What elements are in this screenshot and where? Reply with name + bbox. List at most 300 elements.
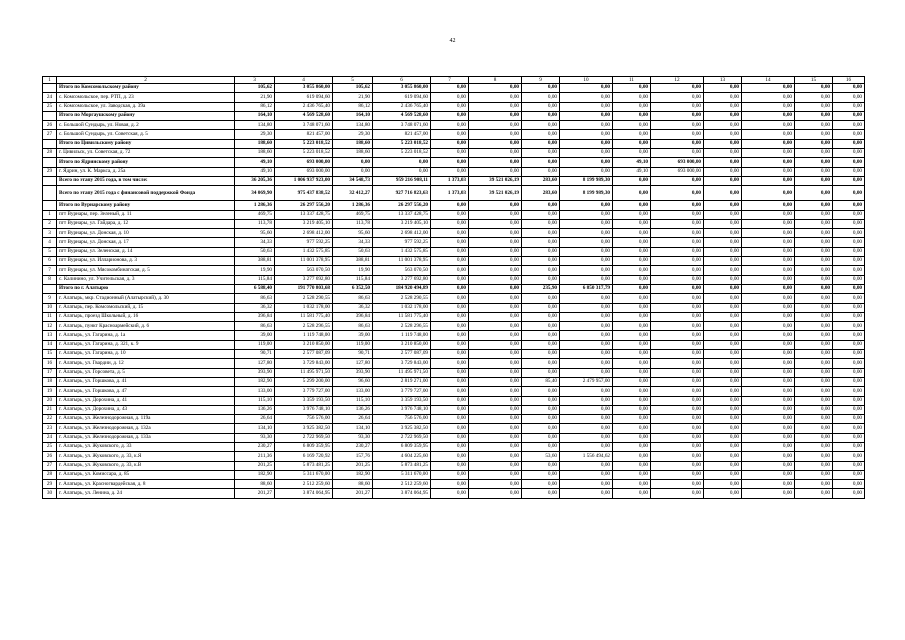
value-cell: 0,00 (704, 322, 742, 331)
row-number-cell: 30 (43, 489, 57, 498)
value-cell: 0,00 (431, 139, 469, 148)
value-cell: 0,00 (469, 377, 522, 386)
value-cell: 39,00 (235, 331, 275, 340)
value-cell: 0,00 (833, 396, 865, 405)
value-cell: 0,00 (742, 461, 795, 470)
value-cell: 0,00 (795, 130, 833, 139)
column-number: 4 (275, 77, 333, 84)
address-cell: г. Алатырь, мкр. Стадионный (Алатырский), д. 30 (57, 294, 235, 303)
column-number: 3 (235, 77, 275, 84)
value-cell: 0,00 (833, 111, 865, 120)
value-cell: 0,00 (469, 247, 522, 256)
value-cell: 0,00 (613, 176, 651, 185)
value-cell: 0,00 (833, 284, 865, 293)
value-cell: 0,00 (522, 350, 560, 359)
value-cell: 0,00 (833, 176, 865, 185)
value-cell: 34 069,90 (235, 186, 275, 201)
address-cell: г. Алатырь, ул. Гагарина, д. 1а (57, 331, 235, 340)
value-cell: 3 729 843,00 (275, 359, 333, 368)
total-row (43, 201, 865, 210)
value-cell: 0,00 (833, 266, 865, 275)
value-cell: 0,00 (742, 303, 795, 312)
value-cell: 0,00 (795, 442, 833, 451)
value-cell: 182,90 (333, 470, 373, 479)
value-cell: 283,60 (522, 186, 560, 201)
value-cell: 0,00 (613, 387, 651, 396)
value-cell: 0,00 (431, 201, 469, 210)
row-number-cell (43, 176, 57, 185)
value-cell: 0,00 (704, 470, 742, 479)
value-cell: 127,80 (235, 359, 275, 368)
row-number-cell: 25 (43, 102, 57, 111)
value-cell: 0,00 (651, 238, 704, 247)
row-number-cell: 19 (43, 387, 57, 396)
value-cell: 0,00 (742, 186, 795, 201)
address-cell: пгт Вурнары, ул. Зеленская, д. 14 (57, 247, 235, 256)
address-cell: Итого по Цивильскому району (57, 139, 235, 148)
value-cell: 188,60 (333, 149, 373, 158)
value-cell: 3 779 727,00 (275, 387, 333, 396)
value-cell: 133,00 (235, 387, 275, 396)
value-cell: 2 436 765,40 (275, 102, 333, 111)
value-cell: 0,00 (795, 322, 833, 331)
value-cell: 0,00 (795, 452, 833, 461)
value-cell: 5 311 670,00 (373, 470, 431, 479)
value-cell: 0,00 (742, 102, 795, 111)
value-cell: 5 311 670,00 (275, 470, 333, 479)
value-cell: 29,30 (333, 130, 373, 139)
value-cell: 0,00 (560, 424, 613, 433)
value-cell: 0,00 (431, 257, 469, 266)
value-cell: 0,00 (613, 201, 651, 210)
value-cell: 26,64 (235, 415, 275, 424)
value-cell: 127,80 (333, 359, 373, 368)
value-cell: 0,00 (704, 247, 742, 256)
value-cell: 0,00 (704, 387, 742, 396)
value-cell: 0,00 (469, 461, 522, 470)
row-number-cell (43, 111, 57, 120)
address-cell: пгт Вурнары, ул. Гайдара, д. 12 (57, 219, 235, 228)
row-number-cell: 11 (43, 312, 57, 321)
value-cell: 136,26 (333, 405, 373, 414)
row-number-cell: 28 (43, 470, 57, 479)
value-cell: 0,00 (431, 359, 469, 368)
value-cell: 11 001 378,95 (275, 257, 333, 266)
value-cell: 0,00 (704, 130, 742, 139)
value-cell: 0,00 (651, 266, 704, 275)
value-cell: 0,00 (522, 266, 560, 275)
value-cell: 0,00 (613, 433, 651, 442)
value-cell: 93,30 (333, 433, 373, 442)
value-cell: 113,78 (333, 219, 373, 228)
value-cell: 3 748 071,60 (373, 121, 431, 130)
value-cell: 5 299 200,00 (275, 377, 333, 386)
address-cell: г. Алатырь, пункт Красноармейский, д. 6 (57, 322, 235, 331)
total-row (43, 186, 865, 201)
value-cell: 0,00 (469, 257, 522, 266)
value-cell: 88,60 (235, 480, 275, 489)
value-cell: 134,80 (333, 121, 373, 130)
address-cell: г. Цивильск, ул. Советская, д. 72 (57, 149, 235, 158)
table-row (43, 396, 865, 405)
page-number: 42 (449, 38, 456, 44)
value-cell: 0,00 (560, 303, 613, 312)
value-cell: 0,00 (704, 167, 742, 176)
address-cell: пгт Вурнары, ул. Донская, д. 10 (57, 229, 235, 238)
table-row (43, 331, 865, 340)
value-cell: 0,00 (469, 340, 522, 349)
value-cell: 188,60 (235, 139, 275, 148)
value-cell: 977 592,25 (373, 238, 431, 247)
value-cell: 0,00 (560, 340, 613, 349)
table-row (43, 121, 865, 130)
value-cell: 4 569 528,60 (373, 111, 431, 120)
value-cell: 86,12 (333, 102, 373, 111)
value-cell: 0,00 (560, 368, 613, 377)
value-cell: 21,90 (235, 93, 275, 102)
value-cell: 0,00 (560, 322, 613, 331)
value-cell: 230,27 (235, 442, 275, 451)
value-cell: 0,00 (469, 229, 522, 238)
value-cell: 0,00 (560, 238, 613, 247)
value-cell: 0,00 (651, 284, 704, 293)
value-cell: 0,00 (522, 257, 560, 266)
table-row (43, 415, 865, 424)
address-cell: Всего по этапу 2015 года, в том числе: (57, 176, 235, 185)
value-cell: 0,00 (795, 396, 833, 405)
value-cell: 0,00 (560, 210, 613, 219)
value-cell: 396,84 (333, 312, 373, 321)
value-cell: 0,00 (795, 405, 833, 414)
value-cell: 86,63 (333, 322, 373, 331)
value-cell: 0,00 (431, 229, 469, 238)
value-cell: 821 457,00 (275, 130, 333, 139)
value-cell: 0,00 (833, 167, 865, 176)
value-cell: 3 729 843,00 (373, 359, 431, 368)
value-cell: 50,63 (333, 247, 373, 256)
value-cell: 693 000,00 (275, 158, 333, 167)
address-cell: г. Алатырь, ул. Жуковского, д. 33, к.Я (57, 452, 235, 461)
value-cell: 0,00 (651, 442, 704, 451)
value-cell: 0,00 (833, 405, 865, 414)
value-cell: 0,00 (795, 229, 833, 238)
value-cell: 0,00 (613, 130, 651, 139)
value-cell: 4 604 225,60 (373, 452, 431, 461)
value-cell: 0,00 (704, 201, 742, 210)
value-cell: 0,00 (833, 238, 865, 247)
value-cell: 1 119 748,00 (275, 331, 333, 340)
value-cell: 0,00 (431, 331, 469, 340)
value-cell: 36 205,36 (235, 176, 275, 185)
value-cell: 0,00 (833, 312, 865, 321)
value-cell: 0,00 (560, 433, 613, 442)
value-cell: 0,00 (651, 303, 704, 312)
table-row (43, 257, 865, 266)
value-cell: 0,00 (469, 158, 522, 167)
value-cell: 0,00 (522, 461, 560, 470)
row-number-cell (43, 139, 57, 148)
value-cell: 0,00 (742, 176, 795, 185)
column-number: 13 (704, 77, 742, 84)
value-cell: 36,32 (333, 303, 373, 312)
value-cell: 563 070,50 (373, 266, 431, 275)
value-cell: 0,00 (431, 93, 469, 102)
value-cell: 11 581 775,40 (373, 312, 431, 321)
value-cell: 0,00 (651, 470, 704, 479)
value-cell: 0,00 (833, 210, 865, 219)
address-cell: с. Комсомольское, ул. Заводская, д. 39а (57, 102, 235, 111)
value-cell: 0,00 (795, 139, 833, 148)
value-cell: 211,36 (235, 452, 275, 461)
value-cell: 0,00 (795, 158, 833, 167)
value-cell: 0,00 (333, 158, 373, 167)
value-cell: 0,00 (742, 229, 795, 238)
value-cell: 0,00 (431, 84, 469, 93)
value-cell: 0,00 (833, 229, 865, 238)
value-cell: 3 359 193,50 (373, 396, 431, 405)
address-cell: пгт Вурнары, ул. Илларионова, д. 3 (57, 257, 235, 266)
value-cell: 0,00 (560, 167, 613, 176)
table-row (43, 350, 865, 359)
value-cell: 2 698 412,00 (373, 229, 431, 238)
value-cell: 0,00 (742, 442, 795, 451)
value-cell: 0,00 (742, 377, 795, 386)
address-cell: г. Алатырь, ул. Красногвардейская, д. 8 (57, 480, 235, 489)
value-cell: 0,00 (742, 424, 795, 433)
value-cell: 0,00 (613, 415, 651, 424)
value-cell: 388,81 (333, 257, 373, 266)
value-cell: 0,00 (431, 368, 469, 377)
value-cell: 0,00 (704, 93, 742, 102)
value-cell: 0,00 (560, 489, 613, 498)
row-number-cell: 16 (43, 359, 57, 368)
value-cell: 113,78 (235, 219, 275, 228)
value-cell: 0,00 (651, 111, 704, 120)
value-cell: 0,00 (704, 275, 742, 284)
table-row (43, 452, 865, 461)
value-cell: 0,00 (742, 452, 795, 461)
value-cell: 2 528 290,55 (373, 294, 431, 303)
value-cell: 0,00 (704, 84, 742, 93)
value-cell: 0,00 (651, 322, 704, 331)
address-cell: г. Алатырь, ул. Ленина, д. 24 (57, 489, 235, 498)
value-cell: 0,00 (522, 210, 560, 219)
value-cell: 0,00 (522, 340, 560, 349)
row-number-cell: 4 (43, 238, 57, 247)
value-cell: 201,27 (235, 489, 275, 498)
value-cell: 0,00 (522, 480, 560, 489)
value-cell: 0,00 (833, 121, 865, 130)
value-cell: 0,00 (704, 121, 742, 130)
value-cell: 0,00 (560, 415, 613, 424)
value-cell: 0,00 (742, 480, 795, 489)
value-cell: 0,00 (742, 238, 795, 247)
value-cell: 49,10 (613, 158, 651, 167)
value-cell: 0,00 (795, 312, 833, 321)
value-cell: 19,90 (333, 266, 373, 275)
value-cell: 0,00 (651, 294, 704, 303)
value-cell: 0,00 (522, 121, 560, 130)
value-cell: 0,00 (469, 84, 522, 93)
value-cell: 0,00 (522, 149, 560, 158)
column-number: 2 (57, 77, 235, 84)
value-cell: 0,00 (469, 238, 522, 247)
value-cell: 0,00 (613, 219, 651, 228)
row-number-cell: 6 (43, 257, 57, 266)
value-cell: 0,00 (742, 294, 795, 303)
row-number-cell: 29 (43, 480, 57, 489)
address-cell: г. Алатырь, ул. Гагарина, д. 321, к. 9 (57, 340, 235, 349)
value-cell: 1 286,36 (333, 201, 373, 210)
value-cell: 0,00 (742, 368, 795, 377)
value-cell: 0,00 (613, 331, 651, 340)
value-cell: 756 576,00 (373, 415, 431, 424)
value-cell: 49,10 (235, 158, 275, 167)
value-cell: 0,00 (651, 102, 704, 111)
value-cell: 0,00 (613, 111, 651, 120)
value-cell: 90,71 (333, 350, 373, 359)
table-row (43, 442, 865, 451)
value-cell: 0,00 (560, 470, 613, 479)
value-cell: 0,00 (469, 368, 522, 377)
address-cell: г. Алатырь, ул. Железнодорожная, д. 119а (57, 415, 235, 424)
value-cell: 115,10 (333, 396, 373, 405)
value-cell: 0,00 (431, 480, 469, 489)
value-cell: 1 556 494,62 (560, 452, 613, 461)
value-cell: 2 436 765,40 (373, 102, 431, 111)
table-row (43, 247, 865, 256)
value-cell: 11 495 971,50 (373, 368, 431, 377)
table-row (43, 377, 865, 386)
value-cell: 396,84 (235, 312, 275, 321)
value-cell: 0,00 (560, 84, 613, 93)
value-cell: 0,00 (742, 201, 795, 210)
value-cell: 0,00 (651, 219, 704, 228)
table-row (43, 167, 865, 176)
value-cell: 0,00 (613, 350, 651, 359)
row-number-cell (43, 84, 57, 93)
value-cell: 0,00 (742, 331, 795, 340)
value-cell: 32 412,27 (333, 186, 373, 201)
value-cell: 0,00 (651, 257, 704, 266)
address-cell: г. Алатырь, ул. Комиссара, д. 85 (57, 470, 235, 479)
value-cell: 0,00 (704, 433, 742, 442)
value-cell: 0,00 (795, 149, 833, 158)
address-cell: с. Большой Сундырь, ул. Советская, д. 5 (57, 130, 235, 139)
value-cell: 0,00 (651, 201, 704, 210)
value-cell: 0,00 (795, 247, 833, 256)
value-cell: 3 976 748,10 (275, 405, 333, 414)
value-cell: 0,00 (522, 470, 560, 479)
address-cell: пгт Вурнары, пер. Зеленый, д. 11 (57, 210, 235, 219)
value-cell: 0,00 (613, 322, 651, 331)
value-cell: 0,00 (651, 93, 704, 102)
value-cell: 0,00 (333, 167, 373, 176)
value-cell: 164,10 (235, 111, 275, 120)
value-cell: 0,00 (613, 368, 651, 377)
value-cell: 0,00 (742, 322, 795, 331)
value-cell: 0,00 (795, 238, 833, 247)
value-cell: 34,33 (235, 238, 275, 247)
total-row (43, 284, 865, 293)
value-cell: 0,00 (469, 210, 522, 219)
value-cell: 49,10 (235, 167, 275, 176)
value-cell: 3 210 850,00 (275, 340, 333, 349)
value-cell: 0,00 (651, 480, 704, 489)
value-cell: 0,00 (469, 167, 522, 176)
value-cell: 0,00 (833, 201, 865, 210)
value-cell: 0,00 (742, 158, 795, 167)
value-cell: 0,00 (560, 405, 613, 414)
row-number-cell: 25 (43, 442, 57, 451)
value-cell: 0,00 (833, 377, 865, 386)
table-row (43, 433, 865, 442)
value-cell: 0,00 (373, 158, 431, 167)
value-cell: 0,00 (833, 303, 865, 312)
value-cell: 6 352,50 (333, 284, 373, 293)
value-cell: 0,00 (469, 303, 522, 312)
value-cell: 88,60 (333, 480, 373, 489)
column-number: 16 (833, 77, 865, 84)
value-cell: 0,00 (431, 102, 469, 111)
value-cell: 0,00 (651, 275, 704, 284)
value-cell: 0,00 (833, 84, 865, 93)
value-cell: 0,00 (795, 331, 833, 340)
value-cell: 0,00 (560, 158, 613, 167)
value-cell: 0,00 (651, 247, 704, 256)
row-number-cell: 5 (43, 247, 57, 256)
value-cell: 0,00 (704, 461, 742, 470)
value-cell: 0,00 (795, 377, 833, 386)
table-row (43, 102, 865, 111)
value-cell: 0,00 (742, 489, 795, 498)
value-cell: 3 925 382,50 (373, 424, 431, 433)
value-cell: 0,00 (431, 424, 469, 433)
value-cell: 0,00 (431, 284, 469, 293)
value-cell: 0,00 (522, 489, 560, 498)
value-cell: 26 297 556,20 (373, 201, 431, 210)
value-cell: 0,00 (469, 452, 522, 461)
value-cell: 0,00 (560, 139, 613, 148)
row-number-cell: 9 (43, 294, 57, 303)
value-cell: 2 528 296,55 (275, 322, 333, 331)
value-cell: 0,00 (742, 130, 795, 139)
value-cell: 0,00 (704, 480, 742, 489)
row-number-cell: 7 (43, 266, 57, 275)
value-cell: 13 337 428,75 (275, 210, 333, 219)
value-cell: 0,00 (704, 368, 742, 377)
value-cell: 39,00 (333, 331, 373, 340)
value-cell: 0,00 (651, 139, 704, 148)
value-cell: 3 210 850,00 (373, 340, 431, 349)
value-cell: 0,00 (431, 322, 469, 331)
value-cell: 0,00 (560, 387, 613, 396)
value-cell: 0,00 (522, 238, 560, 247)
value-cell: 105,62 (235, 84, 275, 93)
value-cell: 188,60 (333, 139, 373, 148)
value-cell: 0,00 (833, 149, 865, 158)
value-cell: 0,00 (742, 247, 795, 256)
value-cell: 0,00 (522, 415, 560, 424)
row-number-cell (43, 186, 57, 201)
row-number-cell: 21 (43, 405, 57, 414)
value-cell: 0,00 (522, 396, 560, 405)
value-cell: 3 055 860,00 (373, 84, 431, 93)
value-cell: 0,00 (742, 284, 795, 293)
value-cell: 0,00 (704, 176, 742, 185)
data-table (42, 76, 865, 499)
value-cell: 0,00 (742, 210, 795, 219)
